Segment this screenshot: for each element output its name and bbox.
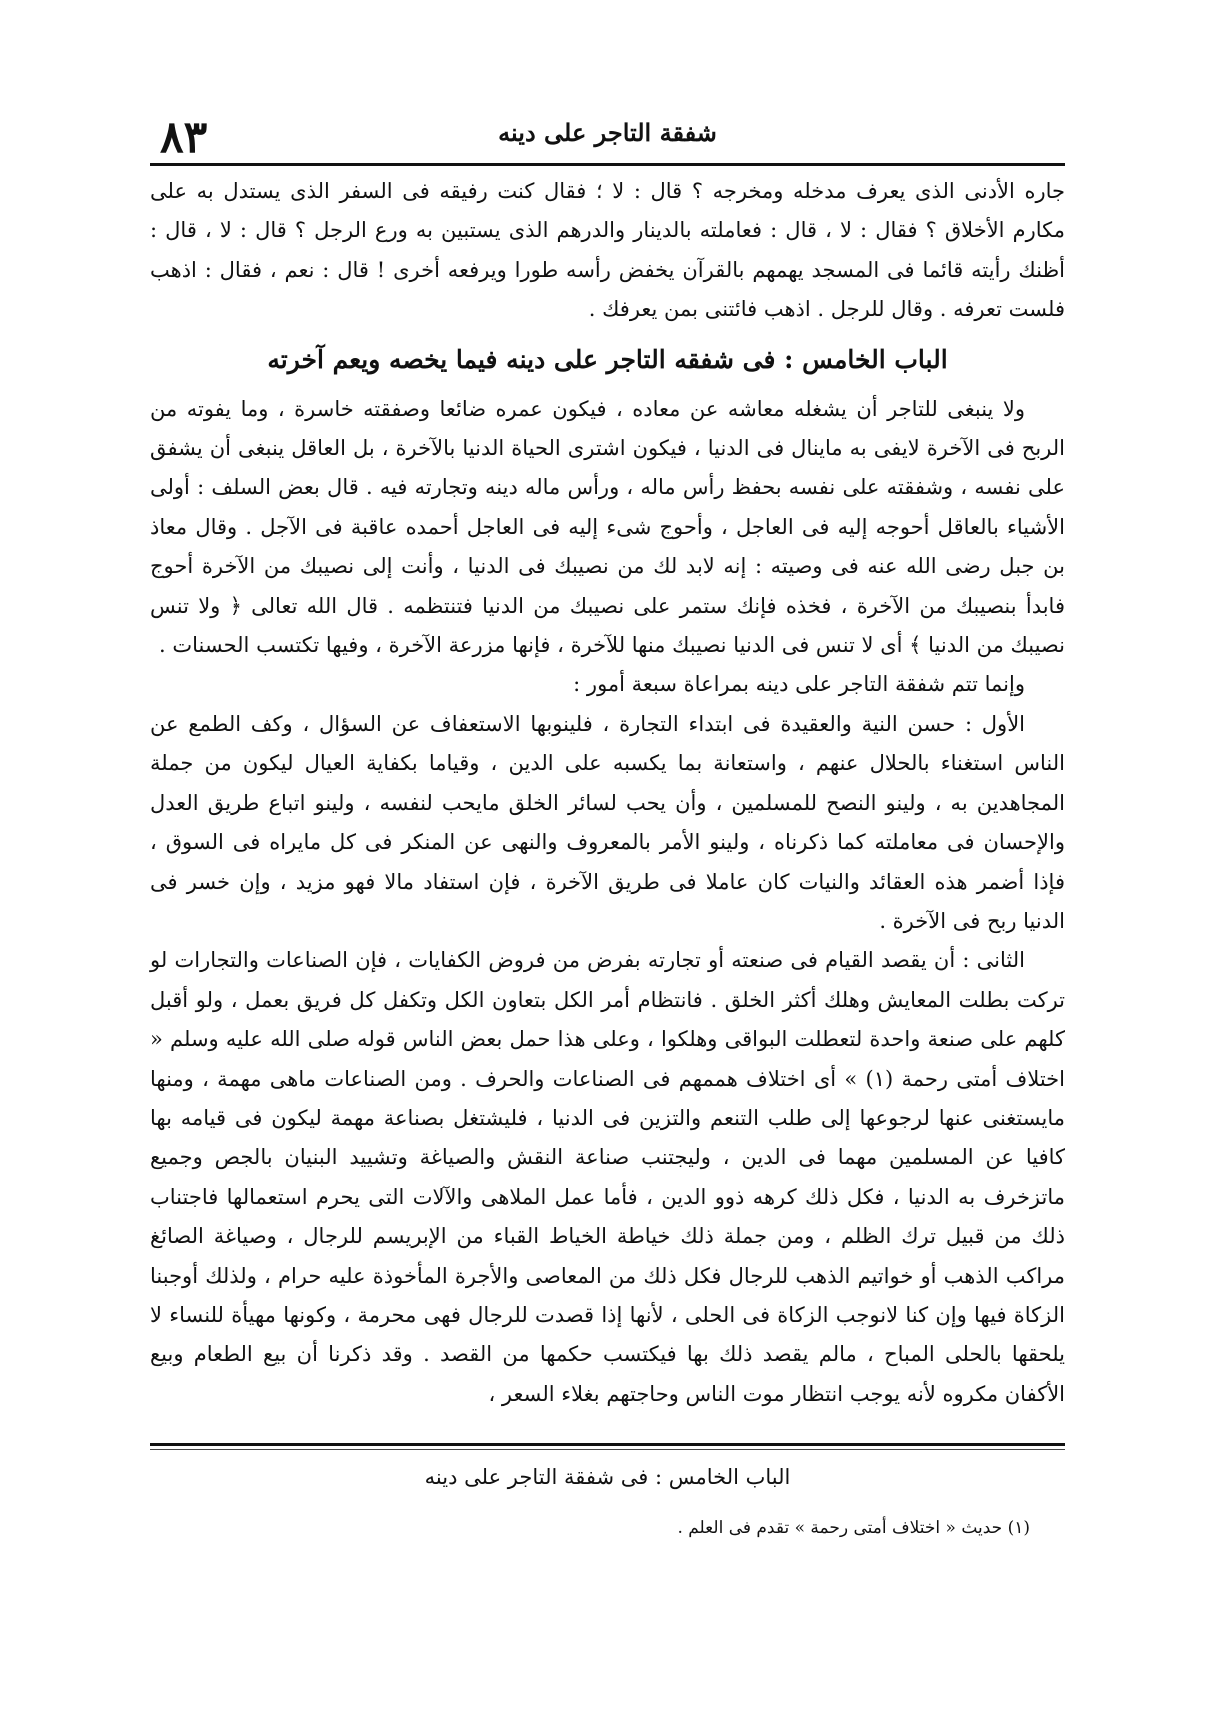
paragraph-second: الثانى : أن يقصد القيام فى صنعته أو تجارته بفرض من فروض الكفايات ، فإن الصناعات والتجارات لو تركت بطلت المعايش وهلك أكثر الخلق . فانتظام أمر الكل بتعاون الكل وتكفل كل فريق بعمل ، ولو أقبل كلهم على صنعة واحدة لتعطلت البواقى وهلكوا ، وعلى هذا حمل بعض الناس قوله صلى الله عليه وسلم « اختلاف أمتى رحمة (١) » أى اختلاف هممهم فى الصناعات والحرف . ومن الصناعات ماهى مهمة ، ومنها مايستغنى عنها لرجوعها إلى طلب التنعم والتزين فى الدنيا ، فليشتغل بصناعة مهمة ليكون فى قيامه بها كافيا عن المسلمين مهما فى الدين ، وليجتنب صناعة النقش والصياغة وتشييد البنيان بالجص وجميع ماتزخرف به الدنيا ، فكل ذلك كرهه ذوو الدين ، فأما عمل الملاهى والآلات التى يحرم استعمالها فاجتناب ذلك من قبيل ترك الظلم ، ومن جملة ذلك خياطة الخياط القباء من الإبريسم للرجال ، وصياغة الصائغ مراكب الذهب أو خواتيم الذهب للرجال فكل ذلك من المعاصى والأجرة المأخوذة عليه حرام ، ولذلك أوجبنا الزكاة فيها وإن كنا لانوجب الزكاة فى الحلى ، لأنها إذا قصدت للرجال فهى محرمة ، وكونها مهيأة للنساء لا يلحقها بالحلى المباح ، مالم يقصد ذلك بها فيكتسب حكمها من القصد . وقد ذكرنا أن بيع الطعام وبيع الأكفان مكروه لأنه يوجب انتظار موت الناس وحاجتهم بغلاء السعر ،: [150, 948, 1066, 1406]
header-rule: [150, 163, 1065, 166]
paragraph-intro: ولا ينبغى للتاجر أن يشغله معاشه عن معاده ، فيكون عمره ضائعا وصفقته خاسرة ، وما يفوته من الربح فى الآخرة لايفى به ماينال فى الدنيا ، فيكون اشترى الحياة الدنيا بالآخرة ، بل العاقل ينبغى أن يشفق على نفسه ، وشفقته على نفسه بحفظ رأس ماله ، ورأس ماله دينه وتجارته فيه . قال بعض السلف : أولى الأشياء بالعاقل أحوجه إليه فى العاجل ، وأحوج شىء إليه فى العاجل أحمده عاقبة فى الآجل . وقال معاذ بن جبل رضى الله عنه فى وصيته : إنه لابد لك من نصيبك فى الدنيا ، وأنت إلى نصيبك من الآخرة أحوج فابدأ بنصيبك من الآخرة ، فخذه فإنك ستمر على نصيبك من الدنيا فتنتظمه . قال الله تعالى ﴿ ولا تنس نصيبك من الدنيا ﴾ أى لا تنس فى الدنيا نصيبك منها للآخرة ، فإنها مزرعة الآخرة ، وفيها تكتسب الحسنات .: [150, 396, 1065, 658]
chapter-heading: الباب الخامس : فى شفقه التاجر على دينه فيما يخصه ويعم آخرته: [267, 344, 948, 374]
footer-rule: [150, 1443, 1065, 1446]
footer-chapter-title: الباب الخامس : فى شفقة التاجر على دينه: [424, 1465, 791, 1489]
footnote: (١) حديث « اختلاف أمتى رحمة » تقدم فى العلم .: [677, 1518, 1030, 1538]
paragraph-first: الأول : حسن النية والعقيدة فى ابتداء التجارة ، فلينوبها الاستعفاف عن السؤال ، وكف الطمع عن الناس استغناء بالحلال عنهم ، واستعانة بما يكسبه على الدين ، وقياما بكفاية العيال ليكون من جملة المجاهدين به ، ولينو النصح للمسلمين ، وأن يحب لسائر الخلق مايحب لنفسه ، ولينو اتباع طريق العدل والإحسان فى معاملته كما ذكرناه ، ولينو الأمر بالمعروف والنهى عن المنكر فى كل مايراه فى السوق ، فإذا أضمر هذه العقائد والنيات كان عاملا فى طريق الآخرة ، فإن استفاد مالا فهو مزيد ، وإن خسر فى الدنيا ربح فى الآخرة .: [150, 711, 1065, 933]
page-header: [150, 110, 1065, 166]
footer-rule-thin: [150, 1449, 1065, 1450]
body-text: [150, 172, 1065, 1414]
page-number: ٨٣: [160, 112, 208, 163]
opening-paragraph: جاره الأدنى الذى يعرف مدخله ومخرجه ؟ قال : لا ؛ فقال كنت رفيقه فى السفر الذى يستدل به على مكارم الأخلاق ؟ فقال : لا ، قال : فعاملته بالدينار والدرهم الذى يستبين به ورع الرجل ؟ قال : لا ، قال : أظنك رأيته قائما فى المسجد يهمهم بالقرآن يخفض رأسه طورا ويرفعه أخرى ! قال : نعم ، فقال : اذهب فلست تعرفه . وقال للرجل . اذهب فائتنى بمن يعرفك .: [150, 179, 1065, 322]
running-title: شفقة التاجر على دينه: [498, 118, 717, 147]
paragraph-seven-matters: وإنما تتم شفقة التاجر على دينه بمراعاة سبعة أمور :: [573, 672, 1025, 697]
